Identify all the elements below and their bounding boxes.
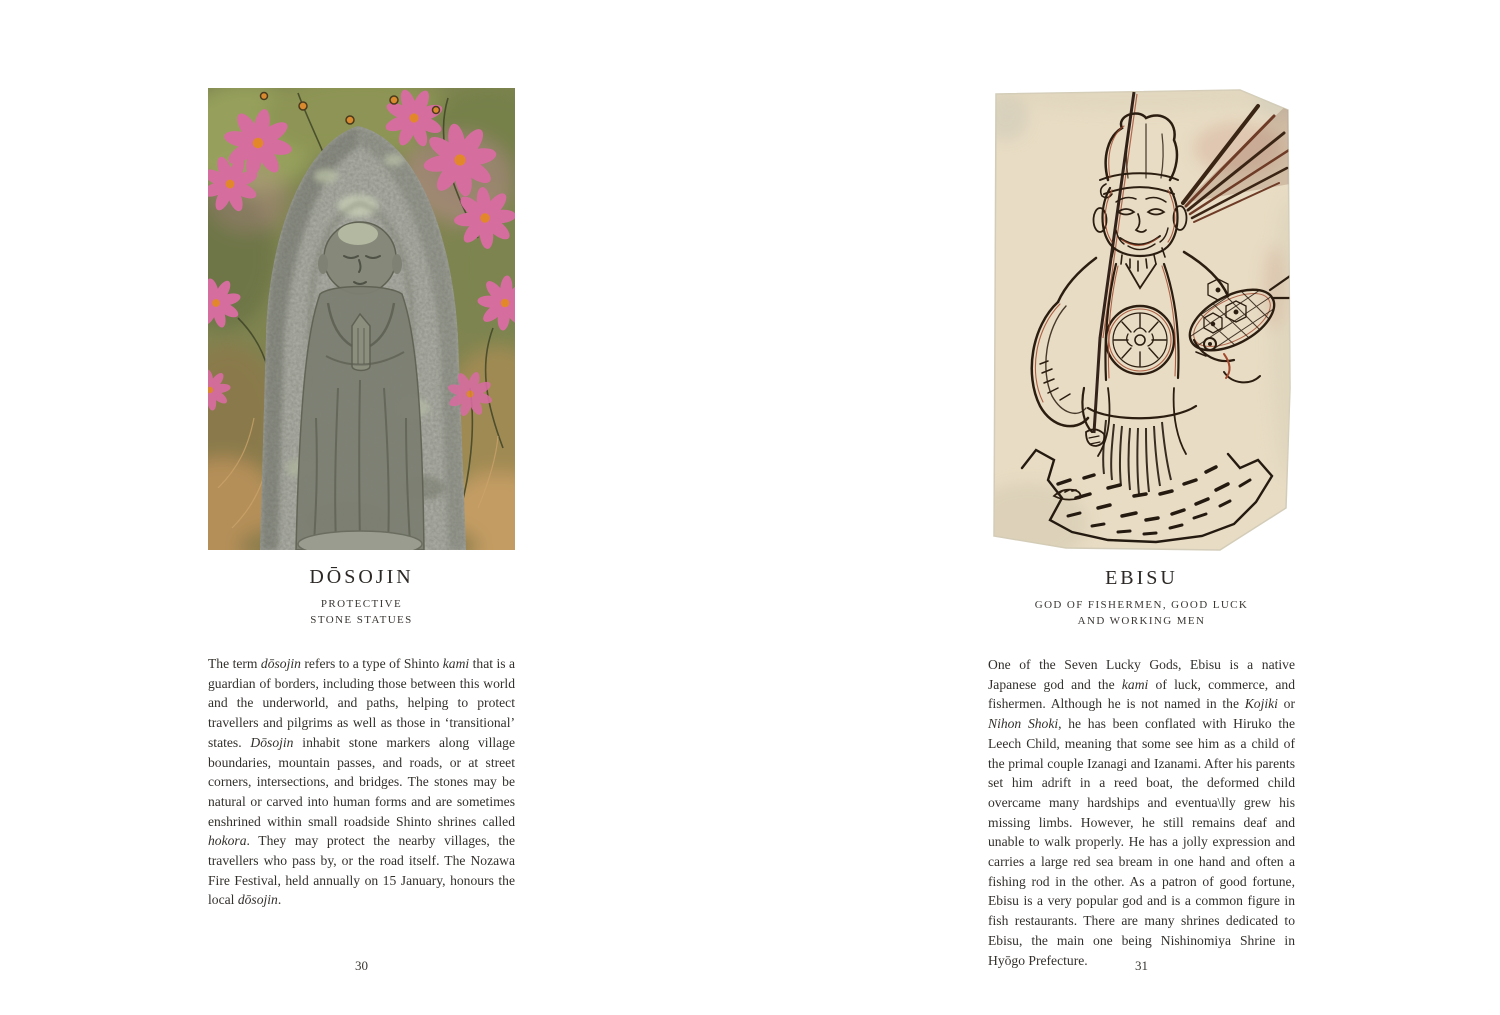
left-page [208,88,515,924]
right-page-number: 31 [1135,958,1148,973]
left-page-body: The term dōsojin refers to a type of Shinto kami that is a guardian of borders, including those between this world and the underworld, and paths, helping to protect travellers and pilgrims as well as those in ‘transitional’ states. Dōsojin inhabit stone markers along village boundaries, mountain passes, and roads, or at street corners, intersections, and bridges. The stones may be natural or carved into human forms and are sometimes enshrined within small roadside Shinto shrines called hokora. They may protect the nearby villages, the travellers who pass by, or the road itself. The Nozawa Fire Festival, held annually on 15 January, honours the local dōsojin. [208,656,515,908]
left-page-subtitle: PROTECTIVE STONE STATUES [310,598,413,626]
left-page-title: DŌSOJIN [309,566,414,588]
left-page-number: 30 [355,958,368,973]
right-page-subtitle: GOD OF FISHERMEN, GOOD LUCK AND WORKING MEN [1034,599,1249,627]
right-page-title: EBISU [1105,567,1178,589]
right-page-body: One of the Seven Lucky Gods, Ebisu is a native Japanese god and the kami of luck, commerce, and fishermen. Although he is not named in the Kojiki or Nihon Shoki, he has been conflated with Hiruko the Leech Child, meaning that some see him as a child of the primal couple Izanagi and Izanami. After his parents set him adrift in a reed boat, the deformed child overcame many hardships and eventua\lly grew his missing limbs. However, he still remains deaf and unable to walk properly. He has a jolly expression and carries a large red sea bream in one hand and often a fishing rod in the other. As a patron of good fortune, Ebisu is a very popular god and is a common figure in fish restaurants. There are many shrines dedicated to Ebisu, the main one being Nishinomiya Shrine in Hyōgo Prefecture. [988,657,1295,968]
dosojin-statue-photo [208,88,515,550]
right-page [988,88,1295,984]
ebisu-illustration [988,88,1295,551]
